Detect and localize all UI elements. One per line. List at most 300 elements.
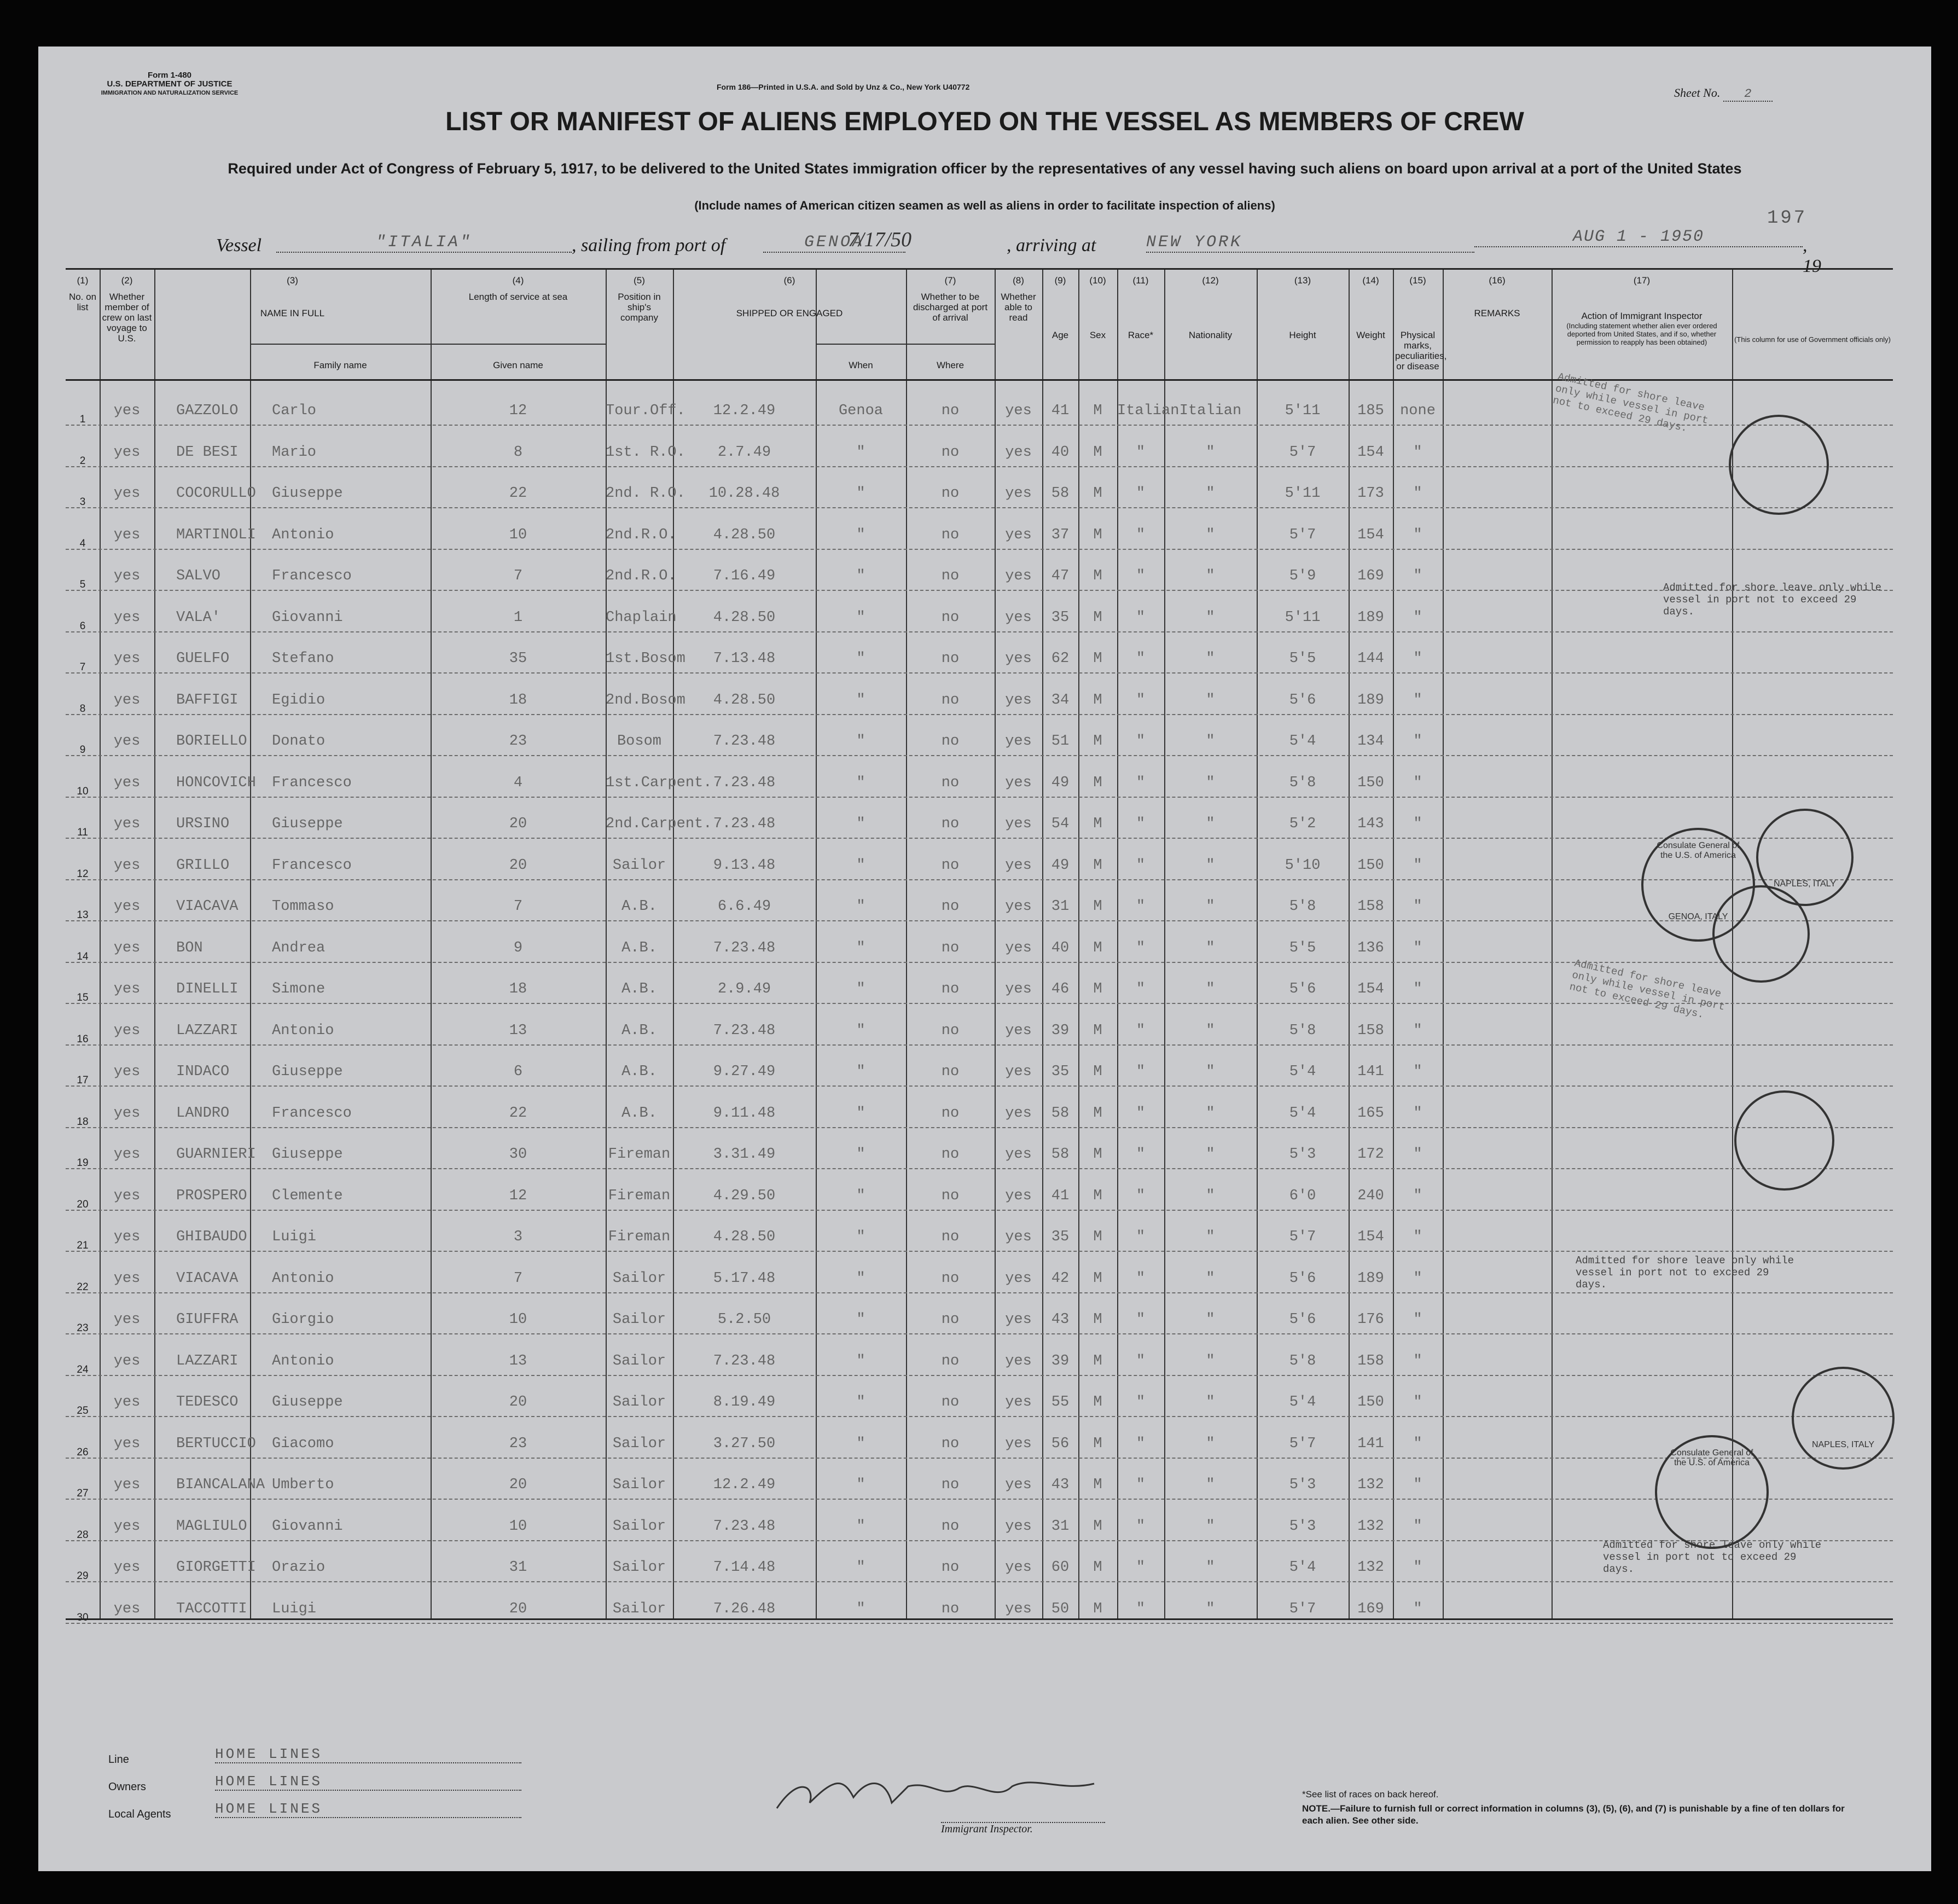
header-bottom-rule — [66, 379, 1893, 381]
cell-given: Giorgio — [272, 1311, 334, 1328]
cell-family: MAGLIULO — [176, 1518, 247, 1535]
cell-sex: M — [1093, 1311, 1102, 1328]
cell-given: Donato — [272, 733, 326, 750]
cell-height: 5'7 — [1289, 1600, 1316, 1617]
cell-age: 39 — [1051, 1352, 1070, 1369]
row-number: 13 — [77, 909, 89, 921]
cell-given: Francesco — [272, 1105, 352, 1122]
cell-height: 5'8 — [1289, 1352, 1316, 1369]
cell-age: 35 — [1051, 609, 1070, 626]
cell-read: yes — [1005, 1022, 1032, 1039]
row-number: 20 — [77, 1198, 89, 1210]
cell-read: yes — [1005, 733, 1032, 750]
row-number: 23 — [77, 1322, 89, 1334]
cell-height: 5'11 — [1285, 609, 1321, 626]
column-header: Physical marks, peculiarities, or disease — [1395, 330, 1447, 371]
cell-disch: no — [941, 816, 960, 832]
cell-given: Simone — [272, 981, 326, 997]
column-number: (17) — [1633, 275, 1651, 286]
cell-family: BORIELLO — [176, 733, 247, 750]
cell-position: Fireman — [608, 1187, 671, 1204]
cell-given: Mario — [272, 444, 317, 461]
column-number: (16) — [1489, 275, 1506, 286]
cell-disch: no — [941, 1518, 960, 1535]
cell-where: " — [856, 1352, 865, 1369]
cell-nat: " — [1206, 526, 1215, 543]
cell-nat: " — [1206, 774, 1215, 791]
column-number: (10) — [1089, 275, 1106, 286]
cell-weight: 158 — [1357, 898, 1384, 915]
cell-read: yes — [1005, 444, 1032, 461]
cell-family: VALA' — [176, 609, 221, 626]
cell-marks: " — [1413, 939, 1422, 956]
cell-disch: no — [941, 1064, 960, 1080]
cell-position: 1st.Carpent. — [606, 774, 712, 791]
cell-age: 60 — [1051, 1559, 1070, 1576]
cell-marks: " — [1413, 857, 1422, 874]
cell-given: Antonio — [272, 1022, 334, 1039]
cell-where: " — [856, 444, 865, 461]
cell-disch: no — [941, 1352, 960, 1369]
cell-family: MARTINOLI — [176, 526, 256, 543]
cell-height: 5'3 — [1289, 1146, 1316, 1163]
cell-position: Sailor — [612, 1477, 666, 1493]
remarks-note: (Including statement whether alien ever ordered deported from United States, and if so, whether permission to reapply has been obtained) — [1566, 322, 1717, 346]
cell-member: yes — [113, 1435, 141, 1452]
cell-height: 5'8 — [1289, 1022, 1316, 1039]
cell-weight: 189 — [1357, 1270, 1384, 1287]
cell-when: 10.28.48 — [708, 485, 780, 502]
cell-sex: M — [1093, 444, 1102, 461]
cell-age: 49 — [1051, 857, 1070, 874]
cell-service: 3 — [513, 1229, 523, 1245]
cell-when: 4.28.50 — [713, 1229, 776, 1245]
cell-nat: " — [1206, 1435, 1215, 1452]
cell-marks: " — [1413, 1394, 1422, 1410]
row-rule — [66, 466, 1893, 467]
cell-weight: 158 — [1357, 1352, 1384, 1369]
cell-member: yes — [113, 692, 141, 709]
cell-weight: 154 — [1357, 1229, 1384, 1245]
cell-race: " — [1136, 1229, 1146, 1245]
column-number: (4) — [512, 275, 524, 286]
row-number: 16 — [77, 1033, 89, 1045]
cell-age: 50 — [1051, 1600, 1070, 1617]
cell-member: yes — [113, 1518, 141, 1535]
cell-nat: " — [1206, 1559, 1215, 1576]
cell-when: 7.23.48 — [713, 1022, 776, 1039]
cell-height: 5'4 — [1289, 1064, 1316, 1080]
cell-position: 1st. R.O. — [606, 444, 685, 461]
cell-marks: " — [1413, 1518, 1422, 1535]
cell-where: " — [856, 1518, 865, 1535]
cell-sex: M — [1093, 816, 1102, 832]
remark-shore-leave-3: Admitted for shore leave only while vessel in port not to exceed 29 days. — [1568, 957, 1726, 1021]
cell-disch: no — [941, 651, 960, 667]
cell-member: yes — [113, 1022, 141, 1039]
cell-weight: 240 — [1357, 1187, 1384, 1204]
cell-where: " — [856, 981, 865, 997]
cell-weight: 154 — [1357, 981, 1384, 997]
cell-service: 18 — [509, 981, 527, 997]
cell-height: 5'9 — [1289, 568, 1316, 584]
cell-nat: " — [1206, 898, 1215, 915]
cell-service: 7 — [513, 1270, 523, 1287]
cell-when: 5.17.48 — [713, 1270, 776, 1287]
cell-service: 20 — [509, 1394, 527, 1410]
cell-family: TACCOTTI — [176, 1600, 247, 1617]
cell-disch: no — [941, 1435, 960, 1452]
cell-sex: M — [1093, 485, 1102, 502]
cell-service: 4 — [513, 774, 523, 791]
subtitle: Required under Act of Congress of February 5, 1917, to be delivered to the United States immigration officer by the representatives of any vessel having such aliens on board upon arrival at a port of the United States — [228, 160, 1742, 177]
cell-when: 5.2.50 — [717, 1311, 771, 1328]
cell-read: yes — [1005, 1105, 1032, 1122]
cell-member: yes — [113, 939, 141, 956]
cell-race: " — [1136, 444, 1146, 461]
cell-disch: no — [941, 1311, 960, 1328]
cell-disch: no — [941, 609, 960, 626]
cell-service: 1 — [513, 609, 523, 626]
given-name-header: Given name — [493, 360, 543, 370]
cell-family: HONCOVICH — [176, 774, 256, 791]
cell-read: yes — [1005, 1477, 1032, 1493]
cell-position: A.B. — [621, 981, 657, 997]
cell-weight: 172 — [1357, 1146, 1384, 1163]
cell-nat: " — [1206, 568, 1215, 584]
cell-where: " — [856, 733, 865, 750]
cell-race: " — [1136, 526, 1146, 543]
cell-race: " — [1136, 692, 1146, 709]
cell-where: " — [856, 1477, 865, 1493]
column-header: Whether to be discharged at port of arrival — [913, 292, 988, 323]
cell-member: yes — [113, 857, 141, 874]
cell-disch: no — [941, 733, 960, 750]
cell-weight: 165 — [1357, 1105, 1384, 1122]
cell-position: 2nd.Carpent. — [606, 816, 712, 832]
cell-family: BERTUCCIO — [176, 1435, 256, 1452]
row-rule — [66, 1085, 1893, 1087]
cell-service: 22 — [509, 1105, 527, 1122]
cell-weight: 150 — [1357, 774, 1384, 791]
cell-nat: " — [1206, 1270, 1215, 1287]
cell-member: yes — [113, 526, 141, 543]
cell-age: 40 — [1051, 444, 1070, 461]
cell-race: " — [1136, 816, 1146, 832]
stamp-city: GENOA, ITALY — [1668, 912, 1728, 921]
row-number: 18 — [77, 1116, 89, 1128]
cell-when: 2.9.49 — [717, 981, 771, 997]
cell-when: 9.13.48 — [713, 857, 776, 874]
cell-race: Italian — [1117, 403, 1180, 419]
cell-read: yes — [1005, 1270, 1032, 1287]
cell-service: 10 — [509, 526, 527, 543]
cell-marks: " — [1413, 1270, 1422, 1287]
cell-where: " — [856, 1311, 865, 1328]
cell-member: yes — [113, 609, 141, 626]
cell-member: yes — [113, 1064, 141, 1080]
shipped-subheader-rule — [816, 344, 995, 345]
cell-sex: M — [1093, 857, 1102, 874]
cell-weight: 189 — [1357, 692, 1384, 709]
cell-family: VIACAVA — [176, 1270, 239, 1287]
cell-position: Bosom — [617, 733, 661, 750]
cell-sex: M — [1093, 1105, 1102, 1122]
cell-disch: no — [941, 898, 960, 915]
form-header — [98, 71, 241, 97]
cell-nat: " — [1206, 733, 1215, 750]
cell-read: yes — [1005, 609, 1032, 626]
cell-position: 2nd. R.O. — [606, 485, 685, 502]
cell-weight: 144 — [1357, 651, 1384, 667]
row-number: 11 — [77, 827, 88, 838]
cell-member: yes — [113, 1477, 141, 1493]
cell-marks: " — [1413, 733, 1422, 750]
row-rule — [66, 1333, 1893, 1334]
cell-marks: " — [1413, 1022, 1422, 1039]
cell-weight: 136 — [1357, 939, 1384, 956]
cell-where: Genoa — [838, 403, 883, 419]
agents-label: Local Agents — [108, 1808, 171, 1820]
cell-nat: " — [1206, 1229, 1215, 1245]
column-header: Weight — [1356, 330, 1385, 340]
cell-race: " — [1136, 857, 1146, 874]
when-header: When — [849, 360, 873, 370]
cell-family: TEDESCO — [176, 1394, 239, 1410]
sheet-label: Sheet No. — [1674, 86, 1721, 100]
cell-height: 5'10 — [1285, 857, 1321, 874]
cell-weight: 132 — [1357, 1518, 1384, 1535]
cell-weight: 169 — [1357, 568, 1384, 584]
cell-sex: M — [1093, 1352, 1102, 1369]
row-rule — [66, 755, 1893, 756]
cell-when: 4.28.50 — [713, 526, 776, 543]
cell-marks: " — [1413, 1229, 1422, 1245]
cell-family: GRILLO — [176, 857, 230, 874]
cell-race: " — [1136, 1477, 1146, 1493]
cell-weight: 141 — [1357, 1435, 1384, 1452]
stamp-text: Consulate General of the U.S. of America — [1670, 1448, 1753, 1467]
cell-marks: " — [1413, 1600, 1422, 1617]
cell-age: 34 — [1051, 692, 1070, 709]
cell-marks: " — [1413, 774, 1422, 791]
cell-marks: " — [1413, 609, 1422, 626]
row-rule — [66, 1375, 1893, 1376]
cell-where: " — [856, 816, 865, 832]
cell-service: 6 — [513, 1064, 523, 1080]
cell-member: yes — [113, 733, 141, 750]
column-number: (13) — [1294, 275, 1311, 286]
cell-when: 7.23.48 — [713, 1352, 776, 1369]
cell-sex: M — [1093, 1146, 1102, 1163]
cell-when: 8.19.49 — [713, 1394, 776, 1410]
column-header: Whether member of crew on last voyage to U.S. — [102, 292, 152, 344]
cell-given: Tommaso — [272, 898, 334, 915]
cell-where: " — [856, 1187, 865, 1204]
cell-service: 23 — [509, 733, 527, 750]
row-rule — [66, 920, 1893, 921]
row-rule — [66, 672, 1893, 674]
page-title: LIST OR MANIFEST OF ALIENS EMPLOYED ON THE VESSEL AS MEMBERS OF CREW — [445, 107, 1524, 136]
service: IMMIGRATION AND NATURALIZATION SERVICE — [101, 90, 239, 96]
cell-position: Chaplain — [606, 609, 677, 626]
row-number: 15 — [77, 992, 89, 1003]
cell-read: yes — [1005, 898, 1032, 915]
cell-read: yes — [1005, 1518, 1032, 1535]
arriving-label: , arriving at — [1007, 235, 1096, 256]
family-name-header: Family name — [313, 360, 367, 370]
cell-race: " — [1136, 1352, 1146, 1369]
row-rule — [66, 838, 1893, 839]
cell-service: 8 — [513, 444, 523, 461]
cell-given: Egidio — [272, 692, 326, 709]
cell-when: 7.23.48 — [713, 774, 776, 791]
cell-marks: " — [1413, 692, 1422, 709]
cell-member: yes — [113, 1270, 141, 1287]
cell-marks: " — [1413, 1187, 1422, 1204]
row-rule — [66, 1210, 1893, 1211]
cell-member: yes — [113, 1229, 141, 1245]
sailing-label: , sailing from port of — [572, 235, 726, 256]
column-header: NAME IN FULL — [260, 308, 325, 318]
cell-nat: " — [1206, 692, 1215, 709]
printer-line: Form 186—Printed in U.S.A. and Sold by Unz & Co., New York U40772 — [717, 83, 970, 91]
cell-height: 5'6 — [1289, 1270, 1316, 1287]
cell-when: 7.26.48 — [713, 1600, 776, 1617]
stamp-city: NAPLES, ITALY — [1811, 1440, 1875, 1449]
cell-member: yes — [113, 1600, 141, 1617]
cell-read: yes — [1005, 1311, 1032, 1328]
cell-disch: no — [941, 692, 960, 709]
cell-read: yes — [1005, 1600, 1032, 1617]
row-rule — [66, 1292, 1893, 1293]
cell-position: Fireman — [608, 1229, 671, 1245]
cell-height: 5'7 — [1289, 1435, 1316, 1452]
cell-service: 31 — [509, 1559, 527, 1576]
cell-nat: " — [1206, 939, 1215, 956]
row-number: 17 — [77, 1075, 89, 1086]
cell-family: URSINO — [176, 816, 230, 832]
cell-disch: no — [941, 1105, 960, 1122]
cell-nat: " — [1206, 1105, 1215, 1122]
cell-age: 43 — [1051, 1477, 1070, 1493]
cell-nat: " — [1206, 857, 1215, 874]
cell-sex: M — [1093, 1394, 1102, 1410]
cell-given: Giuseppe — [272, 1394, 343, 1410]
cell-sex: M — [1093, 1559, 1102, 1576]
cell-race: " — [1136, 774, 1146, 791]
cell-when: 7.16.49 — [713, 568, 776, 584]
cell-weight: 169 — [1357, 1600, 1384, 1617]
row-number: 6 — [79, 620, 86, 632]
row-rule — [66, 507, 1893, 508]
fine-note: NOTE.—Failure to furnish full or correct information in columns (3), (5), (6), and (7) is punishable by a fine of ten dollars for each alien. See other side. — [1302, 1803, 1845, 1826]
row-rule — [66, 1168, 1893, 1169]
cell-weight: 176 — [1357, 1311, 1384, 1328]
cell-service: 12 — [509, 1187, 527, 1204]
cell-given: Francesco — [272, 568, 352, 584]
column-header: Sex — [1089, 330, 1106, 340]
cell-when: 3.31.49 — [713, 1146, 776, 1163]
cell-member: yes — [113, 444, 141, 461]
cell-member: yes — [113, 1311, 141, 1328]
cell-service: 30 — [509, 1146, 527, 1163]
cell-where: " — [856, 526, 865, 543]
cell-when: 9.27.49 — [713, 1064, 776, 1080]
cell-where: " — [856, 1064, 865, 1080]
cell-age: 49 — [1051, 774, 1070, 791]
cell-given: Giuseppe — [272, 1146, 343, 1163]
cell-position: Sailor — [612, 1270, 666, 1287]
cell-height: 5'6 — [1289, 1311, 1316, 1328]
cell-family: GIORGETTI — [176, 1559, 256, 1576]
cell-sex: M — [1093, 1229, 1102, 1245]
cell-position: Fireman — [608, 1146, 671, 1163]
cell-nat: " — [1206, 1518, 1215, 1535]
cell-sex: M — [1093, 1518, 1102, 1535]
cell-when: 7.13.48 — [713, 651, 776, 667]
cell-marks: " — [1413, 1435, 1422, 1452]
cell-where: " — [856, 692, 865, 709]
cell-sex: M — [1093, 1064, 1102, 1080]
cell-race: " — [1136, 485, 1146, 502]
cell-where: " — [856, 609, 865, 626]
cell-family: LAZZARI — [176, 1022, 239, 1039]
cell-position: Sailor — [612, 1600, 666, 1617]
cell-position: 2nd.R.O. — [606, 526, 677, 543]
cell-age: 51 — [1051, 733, 1070, 750]
cell-member: yes — [113, 568, 141, 584]
column-number: (2) — [121, 275, 133, 286]
cell-given: Giovanni — [272, 1518, 343, 1535]
cell-disch: no — [941, 981, 960, 997]
row-rule — [66, 1581, 1893, 1582]
cell-height: 5'8 — [1289, 898, 1316, 915]
column-header: SHIPPED OR ENGAGED — [736, 308, 843, 318]
cell-where: " — [856, 1394, 865, 1410]
cell-age: 41 — [1051, 403, 1070, 419]
cell-age: 58 — [1051, 1105, 1070, 1122]
cell-when: 7.23.48 — [713, 816, 776, 832]
cell-race: " — [1136, 939, 1146, 956]
cell-position: 1st.Bosom — [606, 651, 685, 667]
vessel-line — [216, 228, 1830, 276]
cell-weight: 132 — [1357, 1477, 1384, 1493]
cell-read: yes — [1005, 774, 1032, 791]
remark-shore-leave-1: Admitted for shore leave only while vessel in port not to exceed 29 days. — [1552, 370, 1710, 435]
footer-line — [108, 1746, 557, 1766]
cell-age: 58 — [1051, 1146, 1070, 1163]
cell-disch: no — [941, 1270, 960, 1287]
cell-service: 20 — [509, 1477, 527, 1493]
cell-position: A.B. — [621, 898, 657, 915]
cell-nat: " — [1206, 1064, 1215, 1080]
cell-member: yes — [113, 403, 141, 419]
cell-disch: no — [941, 444, 960, 461]
row-rule — [66, 879, 1893, 880]
column-header: Age — [1051, 330, 1069, 340]
column-header: Position in ship's company — [618, 292, 661, 323]
column-number: (3) — [287, 275, 298, 286]
cell-nat: " — [1206, 1477, 1215, 1493]
cell-position: Sailor — [612, 1311, 666, 1328]
cell-marks: none — [1400, 403, 1436, 419]
cell-where: " — [856, 1435, 865, 1452]
cell-family: BIANCALANA — [176, 1477, 265, 1493]
row-number: 1 — [79, 414, 86, 425]
cell-family: GUARNIERI — [176, 1146, 256, 1163]
cell-member: yes — [113, 816, 141, 832]
